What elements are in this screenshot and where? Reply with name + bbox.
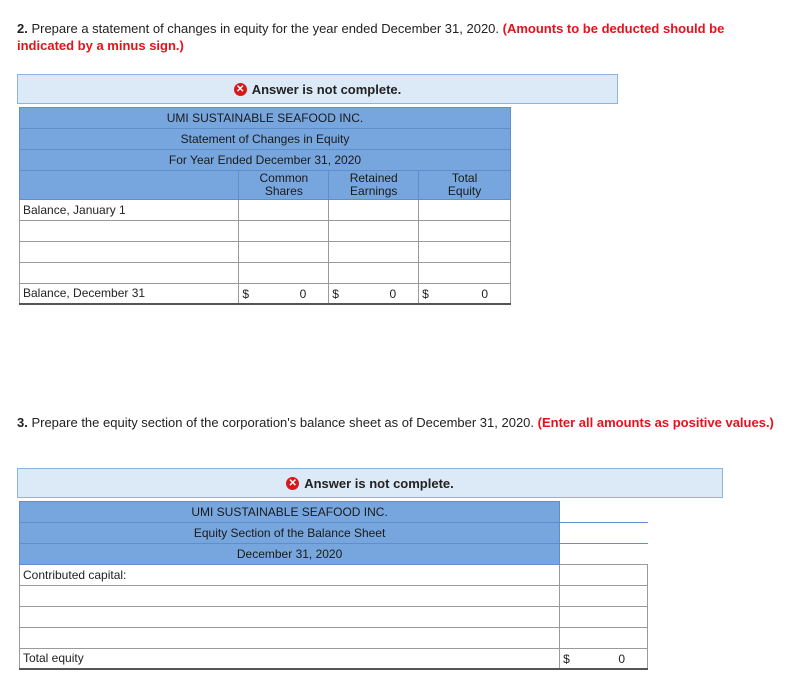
row-label-contributed-capital: Contributed capital: — [20, 565, 560, 586]
close-icon: ✕ — [234, 83, 247, 96]
input-cell[interactable] — [239, 242, 329, 263]
statement-date: December 31, 2020 — [20, 544, 560, 565]
row-label-input[interactable] — [20, 221, 239, 242]
company-name: UMI SUSTAINABLE SEAFOOD INC. — [20, 108, 511, 129]
answer-status-text: Answer is not complete. — [304, 475, 454, 491]
row-label-input[interactable] — [20, 242, 239, 263]
answer-status-text: Answer is not complete. — [251, 81, 402, 97]
input-cell[interactable] — [560, 565, 648, 586]
question-number: 3. — [17, 415, 28, 430]
total-cell-common-shares: $ 0 — [239, 284, 329, 304]
row-label-input[interactable] — [20, 586, 560, 607]
total-cell-equity: $ 0 — [560, 649, 648, 669]
input-cell[interactable] — [329, 263, 419, 284]
answer-status-banner — [17, 74, 618, 104]
total-cell-retained-earnings: $ 0 — [329, 284, 419, 304]
input-cell[interactable] — [560, 607, 648, 628]
input-cell[interactable] — [419, 242, 511, 263]
question-note: (Amounts to be deducted should be indicated by a minus sign.) — [17, 21, 725, 53]
input-cell[interactable] — [329, 242, 419, 263]
input-cell[interactable] — [419, 221, 511, 242]
row-spacer — [20, 628, 560, 649]
col-header-retained-earnings: Retained Earnings — [329, 171, 419, 200]
question-note: (Enter all amounts as positive values.) — [537, 415, 774, 430]
statement-period: For Year Ended December 31, 2020 — [20, 150, 511, 171]
row-label-balance-dec: Balance, December 31 — [20, 284, 239, 304]
col-header-total-equity: Total Equity — [419, 171, 511, 200]
question-number: 2. — [17, 21, 28, 36]
input-cell[interactable] — [239, 200, 329, 221]
row-label-balance-jan: Balance, January 1 — [20, 200, 239, 221]
question-2 — [17, 20, 782, 54]
input-cell[interactable] — [239, 221, 329, 242]
col-header-common-shares: Common Shares — [239, 171, 329, 200]
total-cell-total-equity: $ 0 — [419, 284, 511, 304]
company-name: UMI SUSTAINABLE SEAFOOD INC. — [20, 502, 560, 523]
header-blank — [20, 171, 239, 200]
statement-title: Statement of Changes in Equity — [20, 129, 511, 150]
input-cell[interactable] — [419, 263, 511, 284]
close-icon: ✕ — [286, 477, 299, 490]
input-cell[interactable] — [329, 200, 419, 221]
input-cell[interactable] — [560, 628, 648, 649]
row-label-input[interactable] — [20, 607, 560, 628]
question-text: Prepare the equity section of the corporation's balance sheet as of December 31, 2020. — [27, 415, 538, 430]
statement-title: Equity Section of the Balance Sheet — [20, 523, 560, 544]
statement-of-changes-table — [19, 107, 511, 305]
input-cell[interactable] — [560, 586, 648, 607]
question-3 — [17, 414, 782, 431]
row-label-total-equity: Total equity — [20, 649, 560, 669]
answer-status-banner — [17, 468, 723, 498]
row-spacer — [20, 263, 239, 284]
input-cell[interactable] — [329, 221, 419, 242]
equity-section-table — [19, 501, 648, 670]
question-text: Prepare a statement of changes in equity for the year ended December 31, 2020. — [27, 21, 503, 36]
input-cell[interactable] — [239, 263, 329, 284]
input-cell[interactable] — [419, 200, 511, 221]
